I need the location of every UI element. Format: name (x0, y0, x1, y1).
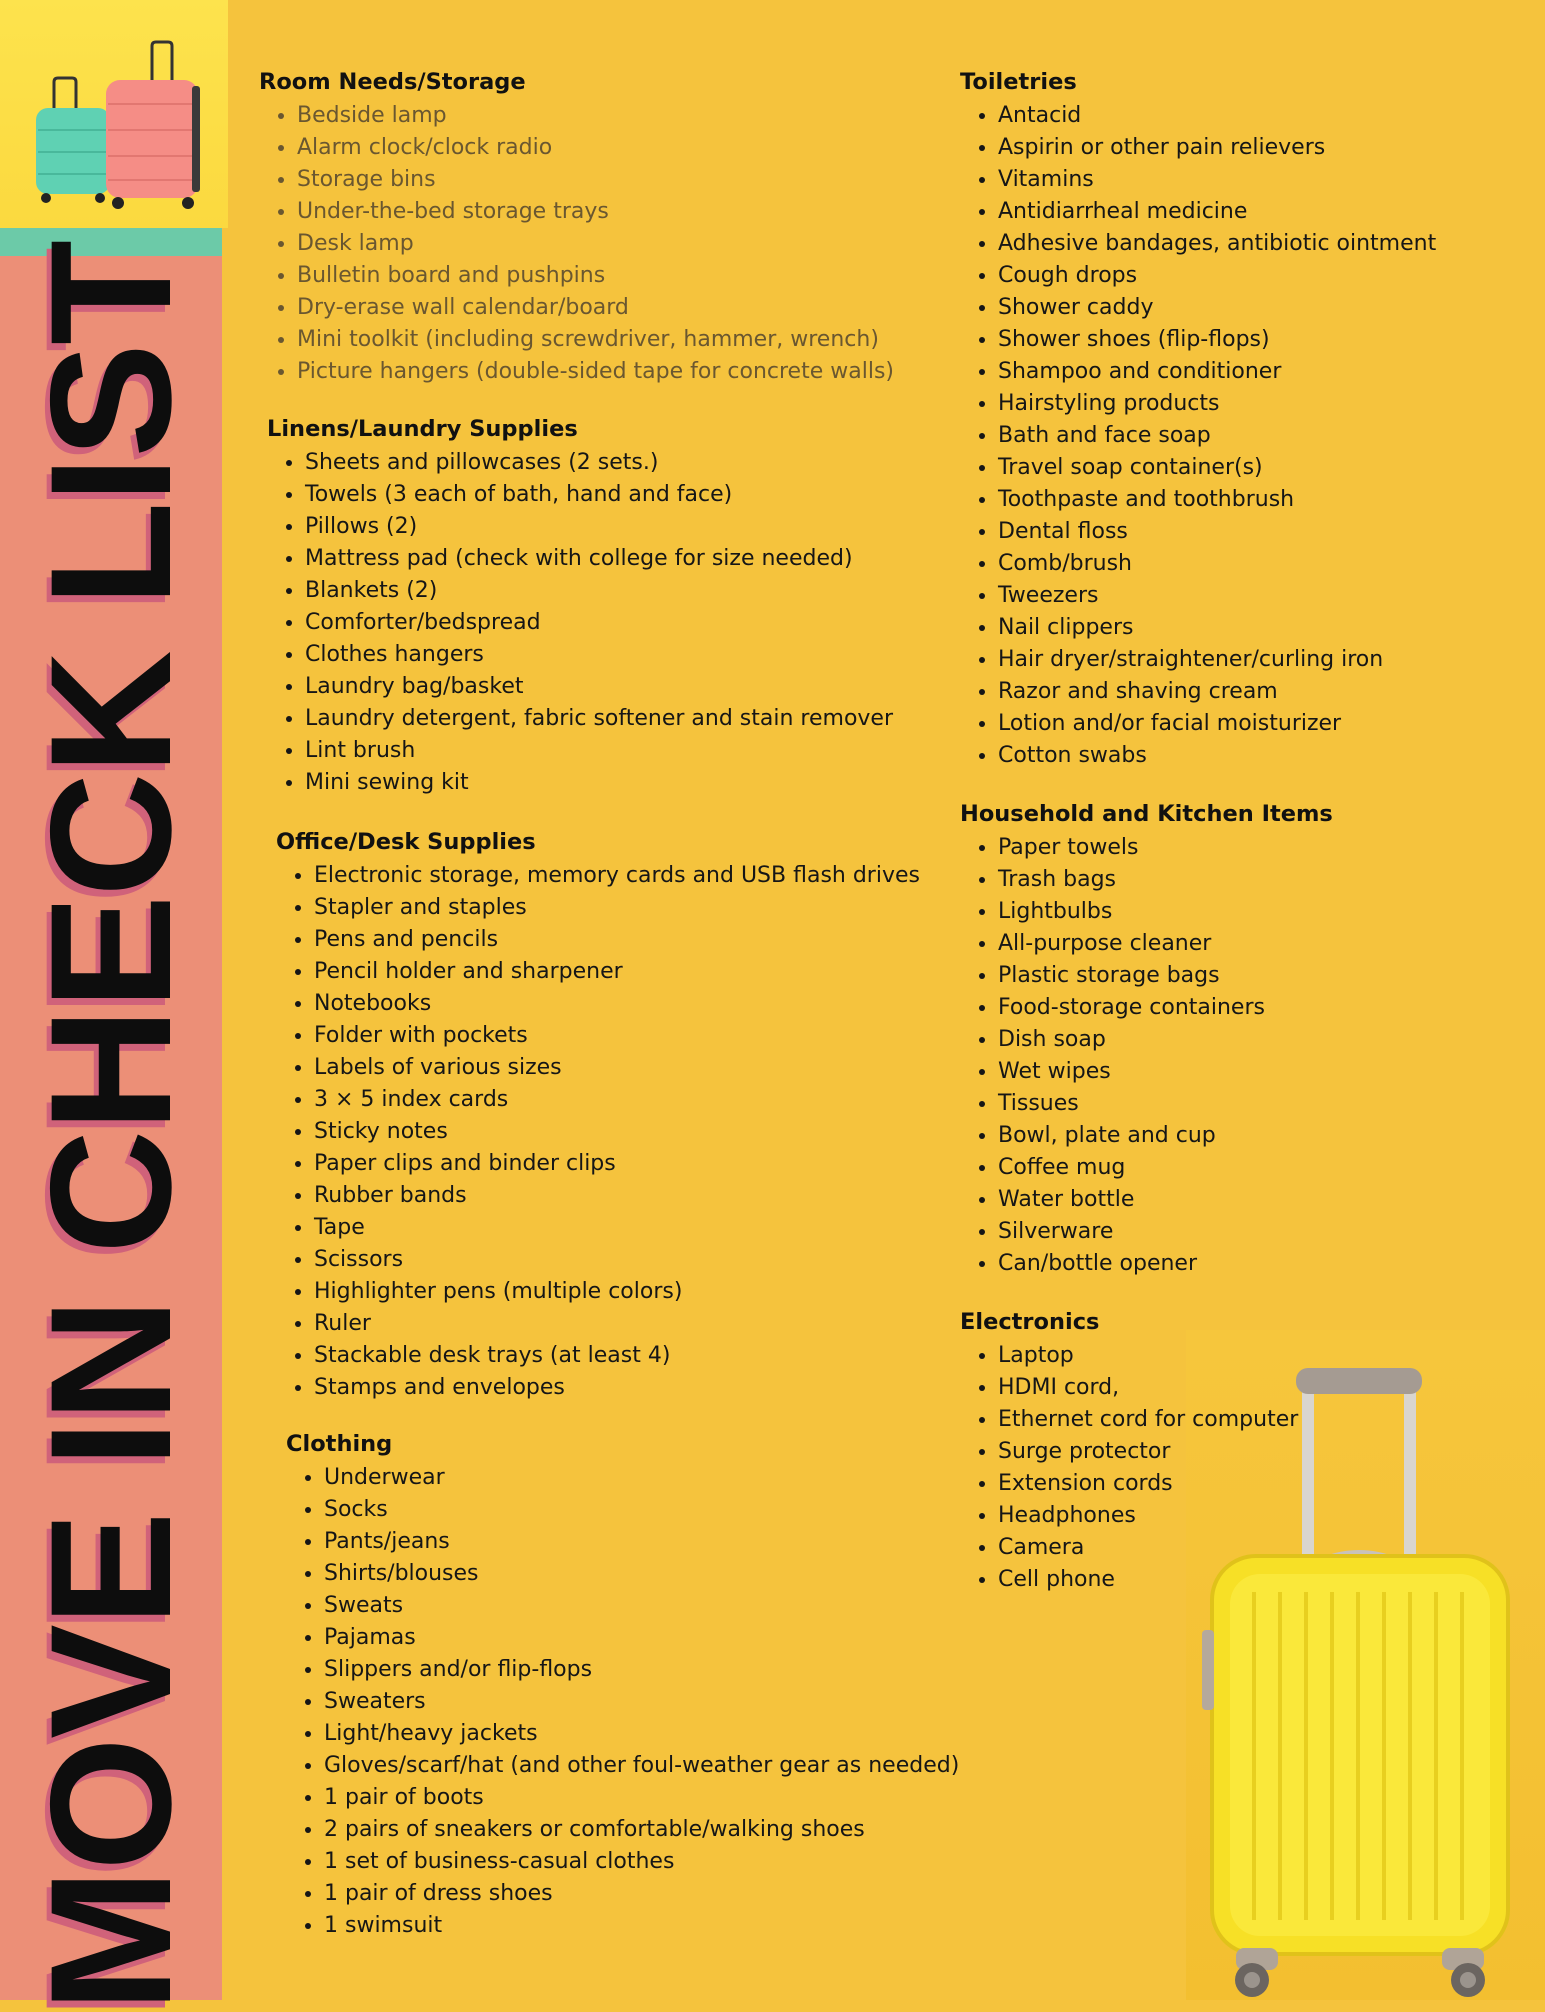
list-item: • Nail clippers (998, 612, 1436, 644)
list-item: • Travel soap container(s) (998, 452, 1436, 484)
section-heading: Linens/Laundry Supplies (267, 416, 578, 442)
list-item: • Rubber bands (314, 1180, 920, 1212)
list-item: • Laundry detergent, fabric softener and stain remover (305, 703, 893, 735)
list-item: • Stapler and staples (314, 892, 920, 924)
item-list (960, 1340, 1298, 1596)
list-item: • Blankets (2) (305, 575, 893, 607)
list-item: • Scissors (314, 1244, 920, 1276)
list-item: • Plastic storage bags (998, 960, 1333, 992)
list-item: • Vitamins (998, 164, 1436, 196)
list-item: • Clothes hangers (305, 639, 893, 671)
list-item: • Folder with pockets (314, 1020, 920, 1052)
list-item: • 1 swimsuit (324, 1910, 959, 1942)
section-electronics (960, 1307, 1298, 1596)
list-item: • Hair dryer/straightener/curling iron (998, 644, 1436, 676)
list-item: • Bulletin board and pushpins (297, 260, 894, 292)
list-item: • Pillows (2) (305, 511, 893, 543)
list-item: • Bath and face soap (998, 420, 1436, 452)
item-list (267, 447, 893, 799)
list-item: • Lint brush (305, 735, 893, 767)
list-item: • Silverware (998, 1216, 1333, 1248)
list-item: • Sheets and pillowcases (2 sets.) (305, 447, 893, 479)
list-item: • 3 × 5 index cards (314, 1084, 920, 1116)
list-item: • Aspirin or other pain relievers (998, 132, 1436, 164)
list-item: • Trash bags (998, 864, 1333, 896)
list-item: • Ethernet cord for computer (998, 1404, 1298, 1436)
section-household-kitchen (960, 799, 1333, 1280)
list-item: • Laptop (998, 1340, 1298, 1372)
list-item: • Paper towels (998, 832, 1333, 864)
list-item: • Under-the-bed storage trays (297, 196, 894, 228)
list-item: • Pants/jeans (324, 1526, 959, 1558)
list-item: • Coffee mug (998, 1152, 1333, 1184)
list-item: • Dry-erase wall calendar/board (297, 292, 894, 324)
list-item: • Food-storage containers (998, 992, 1333, 1024)
item-list (960, 832, 1333, 1280)
list-item: • Antidiarrheal medicine (998, 196, 1436, 228)
list-item: • Shirts/blouses (324, 1558, 959, 1590)
list-item: • Can/bottle opener (998, 1248, 1333, 1280)
section-office-desk (276, 827, 920, 1404)
list-item: • Comforter/bedspread (305, 607, 893, 639)
list-item: • 1 set of business-casual clothes (324, 1846, 959, 1878)
list-item: • Razor and shaving cream (998, 676, 1436, 708)
list-item: • Pens and pencils (314, 924, 920, 956)
item-list (276, 860, 920, 1404)
list-item: • 1 pair of boots (324, 1782, 959, 1814)
list-item: • Storage bins (297, 164, 894, 196)
list-item: • Picture hangers (double-sided tape for concrete walls) (297, 356, 894, 388)
list-item: • Bowl, plate and cup (998, 1120, 1333, 1152)
list-item: • Toothpaste and toothbrush (998, 484, 1436, 516)
section-heading: Household and Kitchen Items (960, 801, 1333, 827)
list-item: • Slippers and/or flip-flops (324, 1654, 959, 1686)
list-item: • Pajamas (324, 1622, 959, 1654)
list-item: • Pencil holder and sharpener (314, 956, 920, 988)
list-item: • Cell phone (998, 1564, 1298, 1596)
list-item: • Surge protector (998, 1436, 1298, 1468)
section-heading: Electronics (960, 1309, 1100, 1335)
list-item: • Lotion and/or facial moisturizer (998, 708, 1436, 740)
page-title: MOVE IN CHECK LIST (15, 241, 207, 2012)
list-item: • Sweats (324, 1590, 959, 1622)
item-list (286, 1462, 959, 1942)
list-item: • Underwear (324, 1462, 959, 1494)
section-room-needs (259, 67, 894, 388)
list-item: • Wet wipes (998, 1056, 1333, 1088)
list-item: • All-purpose cleaner (998, 928, 1333, 960)
list-item: • Antacid (998, 100, 1436, 132)
list-item: • Cotton swabs (998, 740, 1436, 772)
list-item: • Tape (314, 1212, 920, 1244)
list-item: • 1 pair of dress shoes (324, 1878, 959, 1910)
section-toiletries (960, 67, 1436, 772)
section-heading: Clothing (286, 1431, 393, 1457)
list-item: • Mattress pad (check with college for size needed) (305, 543, 893, 575)
list-item: • Bedside lamp (297, 100, 894, 132)
list-item: • Socks (324, 1494, 959, 1526)
list-item: • Shampoo and conditioner (998, 356, 1436, 388)
list-item: • Highlighter pens (multiple colors) (314, 1276, 920, 1308)
list-item: • Ruler (314, 1308, 920, 1340)
list-item: • Towels (3 each of bath, hand and face) (305, 479, 893, 511)
list-item: • Headphones (998, 1500, 1298, 1532)
list-item: • Stamps and envelopes (314, 1372, 920, 1404)
list-item: • Gloves/scarf/hat (and other foul-weather gear as needed) (324, 1750, 959, 1782)
list-item: • Water bottle (998, 1184, 1333, 1216)
list-item: • Tweezers (998, 580, 1436, 612)
list-item: • Sticky notes (314, 1116, 920, 1148)
list-item: • Hairstyling products (998, 388, 1436, 420)
list-item: • Desk lamp (297, 228, 894, 260)
suitcases-photo (0, 0, 228, 228)
list-item: • Dish soap (998, 1024, 1333, 1056)
list-item: • Dental floss (998, 516, 1436, 548)
section-heading: Toiletries (960, 69, 1077, 95)
suitcases-illustration (0, 0, 228, 228)
list-item: • Notebooks (314, 988, 920, 1020)
item-list (259, 100, 894, 388)
list-item: • Alarm clock/clock radio (297, 132, 894, 164)
list-item: • Tissues (998, 1088, 1333, 1120)
list-item: • Sweaters (324, 1686, 959, 1718)
list-item: • Mini sewing kit (305, 767, 893, 799)
section-heading: Office/Desk Supplies (276, 829, 536, 855)
list-item: • Shower shoes (flip-flops) (998, 324, 1436, 356)
list-item: • 2 pairs of sneakers or comfortable/walking shoes (324, 1814, 959, 1846)
list-item: • Shower caddy (998, 292, 1436, 324)
list-item: • Camera (998, 1532, 1298, 1564)
list-item: • Electronic storage, memory cards and USB flash drives (314, 860, 920, 892)
section-linens-laundry (267, 414, 893, 799)
item-list (960, 100, 1436, 772)
list-item: • Cough drops (998, 260, 1436, 292)
list-item: • Extension cords (998, 1468, 1298, 1500)
list-item: • HDMI cord, (998, 1372, 1298, 1404)
list-item: • Stackable desk trays (at least 4) (314, 1340, 920, 1372)
list-item: • Comb/brush (998, 548, 1436, 580)
list-item: • Laundry bag/basket (305, 671, 893, 703)
section-clothing (286, 1429, 959, 1942)
list-item: • Paper clips and binder clips (314, 1148, 920, 1180)
list-item: • Labels of various sizes (314, 1052, 920, 1084)
list-item: • Mini toolkit (including screwdriver, hammer, wrench) (297, 324, 894, 356)
list-item: • Adhesive bandages, antibiotic ointment (998, 228, 1436, 260)
list-item: • Lightbulbs (998, 896, 1333, 928)
list-item: • Light/heavy jackets (324, 1718, 959, 1750)
section-heading: Room Needs/Storage (259, 69, 526, 95)
